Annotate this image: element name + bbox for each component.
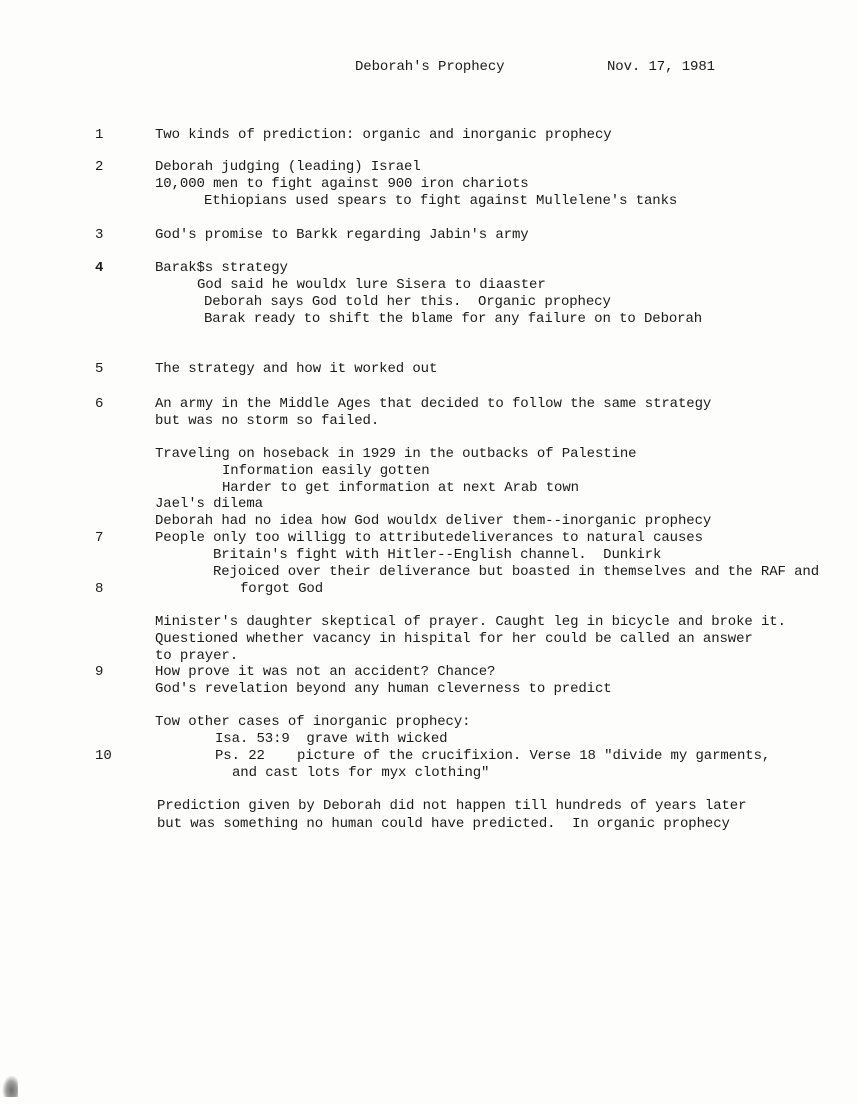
text-line: but was something no human could have predicted. In organic prophecy <box>157 816 730 832</box>
text-line: Isa. 53:9 grave with wicked <box>215 731 448 747</box>
text-line: Britain's fight with Hitler--English channel. Dunkirk <box>213 547 662 563</box>
point-number: 6 <box>95 396 104 412</box>
text-line: People only too willigg to attributedeliverances to natural causes <box>155 530 703 546</box>
text-line: forgot God <box>240 581 324 597</box>
text-line: God said he wouldx lure Sisera to diaaster <box>197 277 546 293</box>
text-line: Barak$s strategy <box>155 260 288 276</box>
text-line: Harder to get information at next Arab town <box>222 480 579 496</box>
text-line: Traveling on hoseback in 1929 in the outbacks of Palestine <box>155 446 637 462</box>
text-line: God's promise to Barkk regarding Jabin's army <box>155 227 529 243</box>
text-line: Deborah says God told her this. Organic prophecy <box>204 294 611 310</box>
point-number: 2 <box>95 159 104 175</box>
point-number: 10 <box>95 748 112 764</box>
text-line: Ethiopians used spears to fight against Mullelene's tanks <box>204 193 678 209</box>
text-line: How prove it was not an accident? Chance? <box>155 664 496 680</box>
point-number: 4 <box>95 260 104 276</box>
text-line: to prayer. <box>155 648 239 664</box>
text-line: but was no storm so failed. <box>155 413 380 429</box>
point-number: 9 <box>95 664 104 680</box>
point-number: 3 <box>95 227 104 243</box>
text-line: Jael's dilema <box>155 496 263 512</box>
point-number: 7 <box>95 530 104 546</box>
text-line: God's revelation beyond any human cleverness to predict <box>155 681 612 697</box>
text-line: An army in the Middle Ages that decided to follow the same strategy <box>155 396 712 412</box>
scan-smudge <box>2 1075 18 1097</box>
text-line: Questioned whether vacancy in hispital for her could be called an answer <box>155 631 753 647</box>
document-title: Deborah's Prophecy <box>355 59 505 75</box>
text-line: Deborah judging (leading) Israel <box>155 159 421 175</box>
text-line: Ps. 22 <box>215 748 265 764</box>
text-line: 10,000 men to fight against 900 iron chariots <box>155 176 529 192</box>
text-line: Deborah had no idea how God wouldx deliver them--inorganic prophecy <box>155 513 712 529</box>
text-line: Rejoiced over their deliverance but boasted in themselves and the RAF and <box>213 564 820 580</box>
text-line: The strategy and how it worked out <box>155 361 438 377</box>
text-line: Minister's daughter skeptical of prayer. Caught leg in bicycle and broke it. <box>155 614 786 630</box>
document-date: Nov. 17, 1981 <box>607 59 715 75</box>
text-line: Tow other cases of inorganic prophecy: <box>155 714 471 730</box>
point-number: 1 <box>95 127 104 143</box>
text-line: picture of the crucifixion. Verse 18 "divide my garments, <box>297 748 771 764</box>
text-line: Barak ready to shift the blame for any failure on to Deborah <box>204 311 703 327</box>
text-line: Information easily gotten <box>222 463 430 479</box>
text-line: Prediction given by Deborah did not happen till hundreds of years later <box>157 798 747 814</box>
text-line: Two kinds of prediction: organic and inorganic prophecy <box>155 127 612 143</box>
text-line: and cast lots for myx clothing" <box>232 765 490 781</box>
point-number: 5 <box>95 361 104 377</box>
point-number: 8 <box>95 581 104 597</box>
